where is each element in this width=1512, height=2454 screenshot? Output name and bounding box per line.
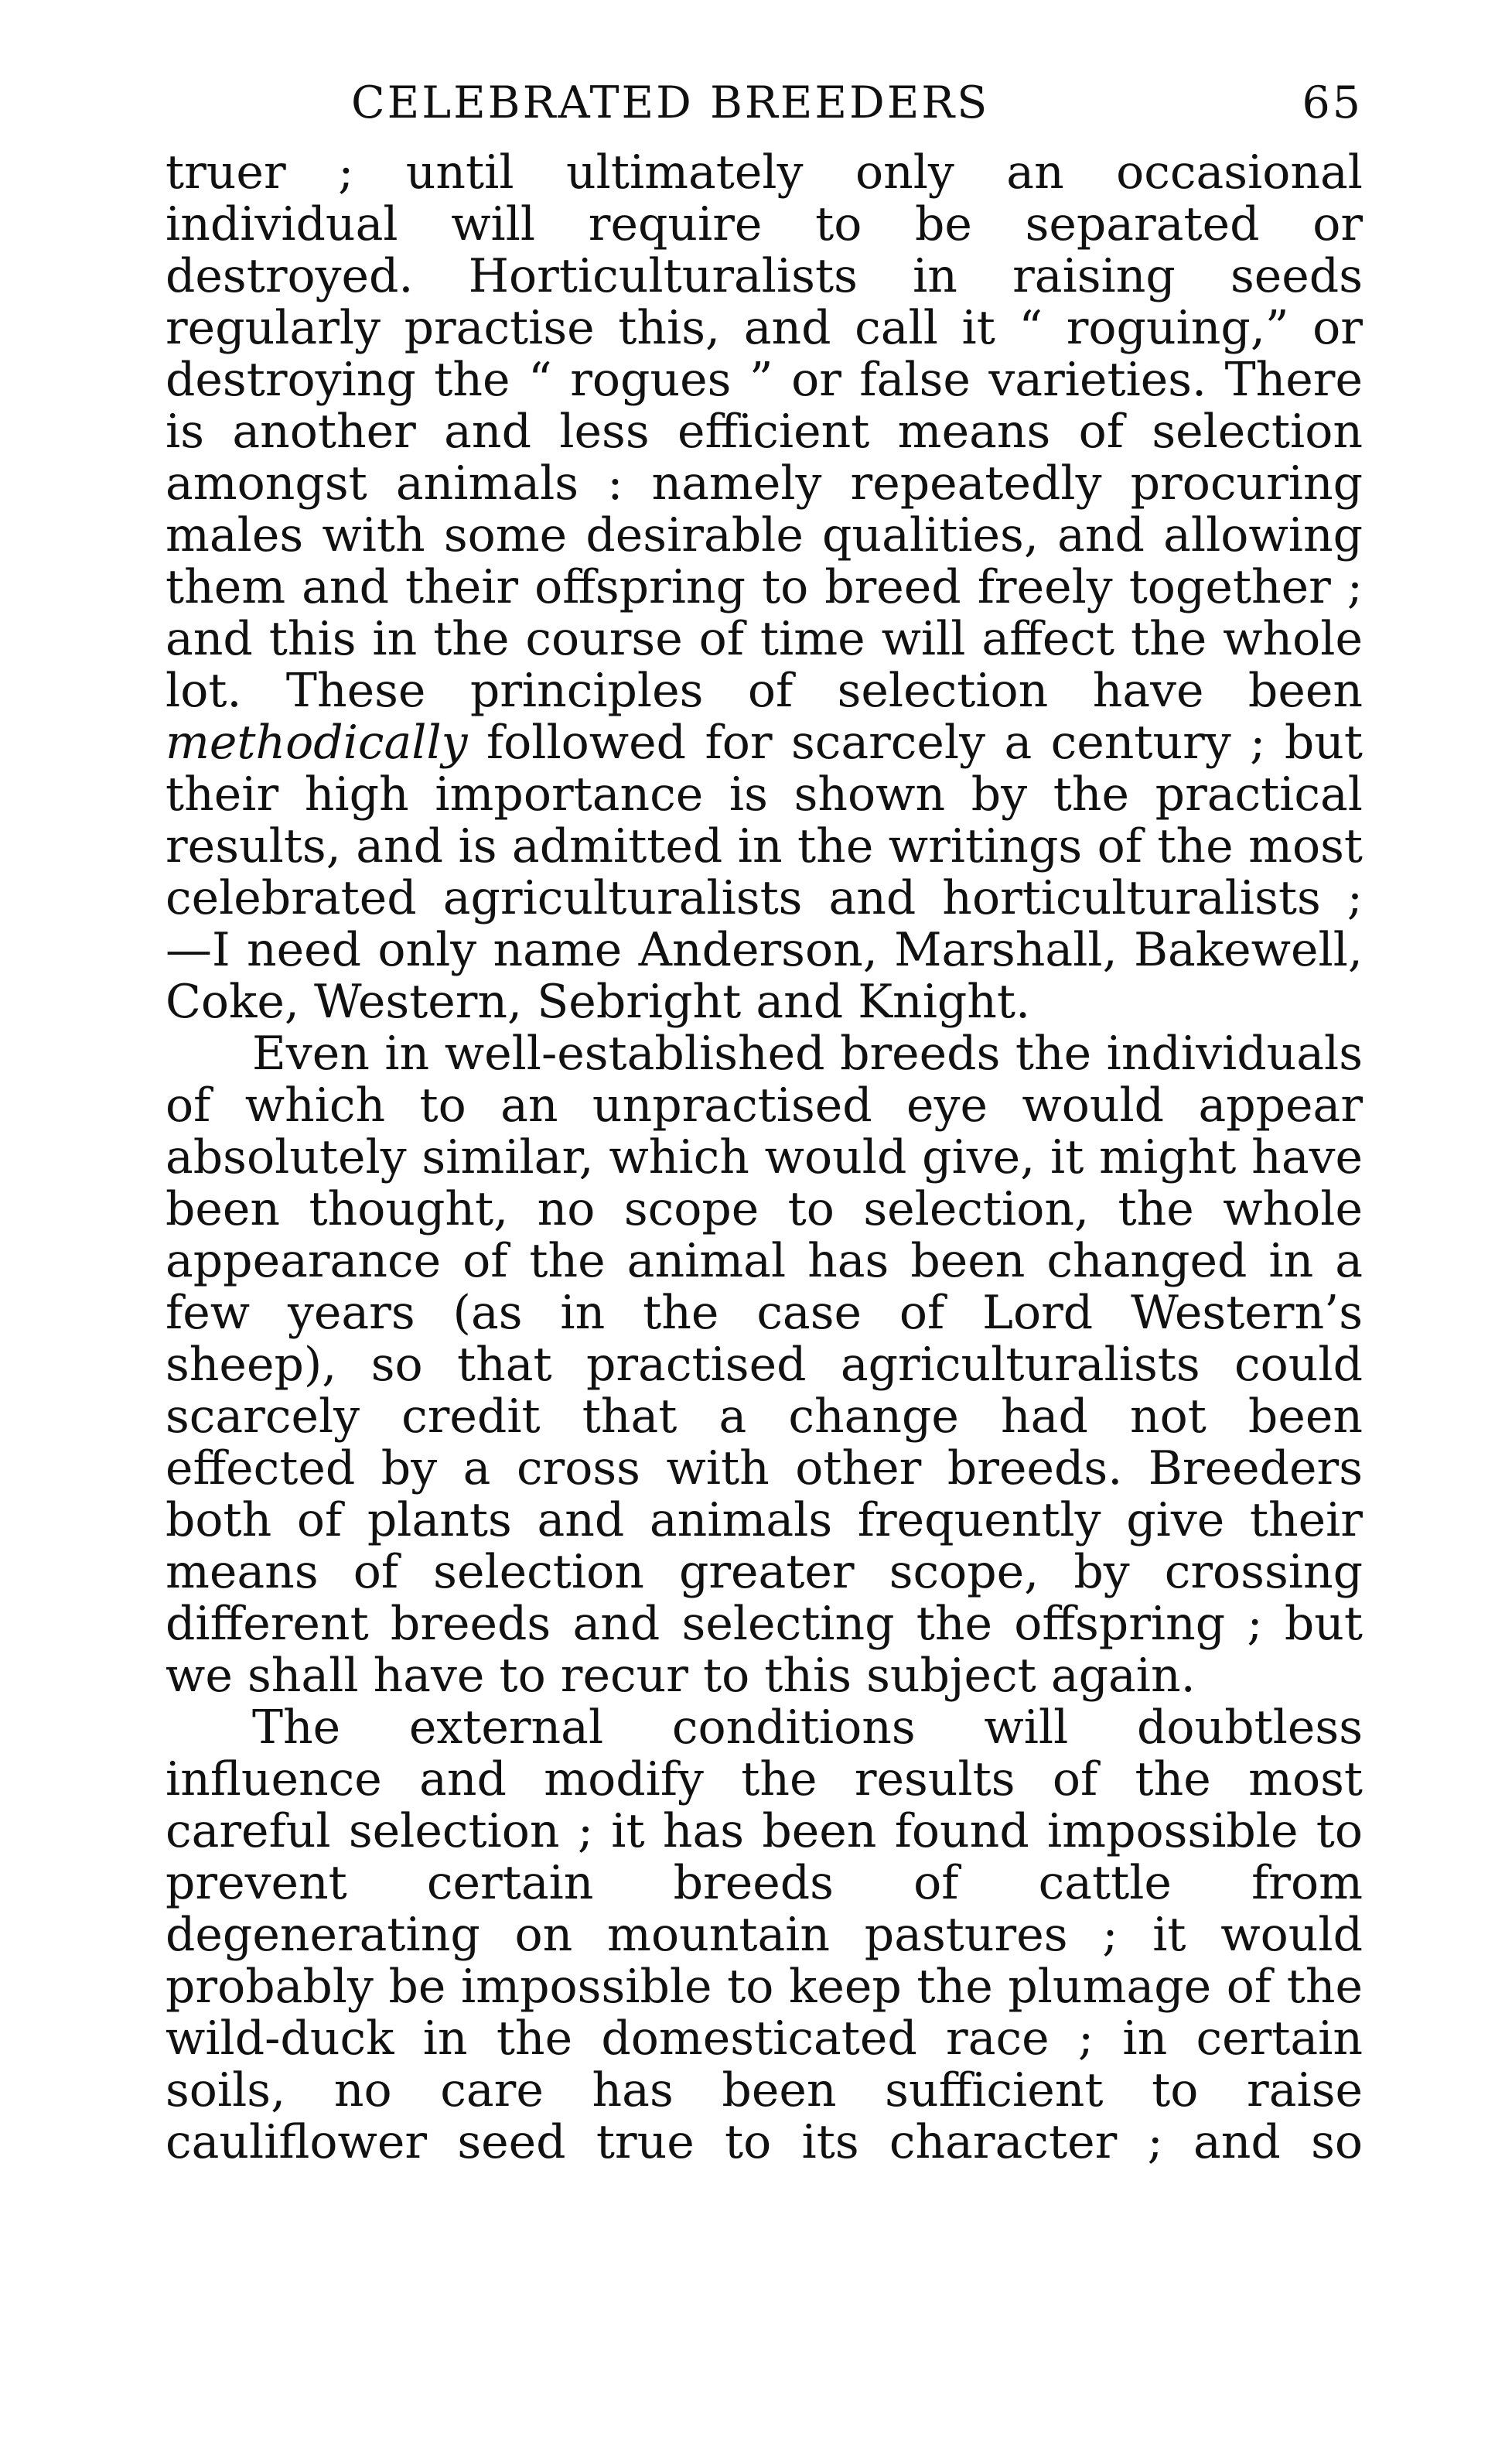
paragraph-text: truer ; until ultimately only an occasional individual will require to be separated or destroyed. Horticulturalists in raising seeds regularly practise this, and call it “ roguing,” or destroying the “ rogues ” or false varieties. There is another and less efficient means of selection amongst animals : namely repeatedly procuring males with some desirable qualities, and allowing them and their offspring to breed freely together ; and this in the course of time will affect the whole lot. These principles of selection have been — [166, 145, 1363, 718]
page-number: 65 — [1302, 77, 1363, 128]
book-page — [166, 77, 1363, 2220]
paragraph-text: followed for scarcely a century ; but their high importance is shown by the practical results, and is admitted in the writings of the most celebrated agriculturalists and horticulturalists ;—I need only name Anderson, Marshall, Bakewell, Coke, Western, Sebright and Knight. — [166, 716, 1363, 1029]
running-head — [166, 77, 1363, 147]
paragraph-text: The external conditions will doubtless influence and modify the results of the most careful selection ; it has been found impossible to prevent certain breeds of cattle from degenerating on mountain pastures ; it would probably be impossible to keep the plumage of the wild-duck in the domesticated race ; in certain soils, no care has been sufficient to raise cauliflower seed true to its character ; and so — [166, 1700, 1363, 2169]
paragraph-text: Even in well-established breeds the individuals of which to an unpractised eye would appear absolutely similar, which would give, it might have been thought, no scope to selection, the whole appearance of the animal has been changed in a few years (as in the case of Lord Western’s sheep), so that practised agriculturalists could scarcely credit that a change had not been effected by a cross with other breeds. Breeders both of plants and animals frequently give their means of selection greater scope, by crossing different breeds and selecting the offspring ; but we shall have to recur to this subject again. — [166, 1027, 1363, 1703]
paragraph-continued — [166, 147, 1363, 1028]
body-text — [166, 147, 1363, 2220]
paragraph — [166, 1028, 1363, 1702]
paragraph — [166, 1702, 1363, 2220]
emphasized-word: methodically — [166, 716, 468, 770]
running-title: CELEBRATED BREEDERS — [351, 77, 990, 128]
